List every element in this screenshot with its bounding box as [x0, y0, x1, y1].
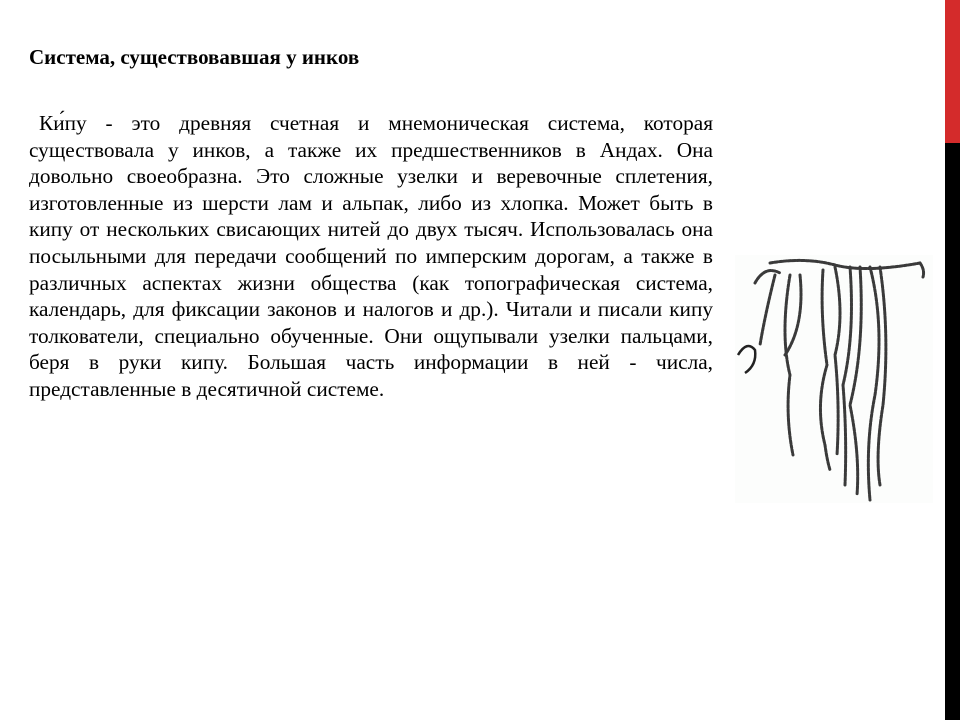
accent-bar-red — [945, 0, 960, 143]
slide-title: Система, существовавшая у инков — [29, 45, 360, 69]
slide-body-text: Ки́пу - это древняя счетная и мнемоническая система, которая существовала у инков, а также их предшественников в Андах. Она довольно своеобразна. Это сложные узелки и веревочные сплетения, изготовленные из шерсти лам и альпак, либо из хлопка. Может быть в кипу от нескольких свисающих нитей до двух тысяч. Использовалась она посыльными для передачи сообщений по имперским дорогам, а также в различных аспектах жизни общества (как топографическая система, календарь, для фиксации законов и налогов и др.). Читали и писали кипу толкователи, специально обученные. Они ощупывали узелки пальцами, беря в руки кипу. Большая часть информации в ней - числа, представленные в десятичной системе. — [29, 111, 713, 401]
quipu-image — [735, 255, 933, 503]
quipu-icon — [735, 255, 933, 503]
accent-bar-black — [945, 143, 960, 720]
